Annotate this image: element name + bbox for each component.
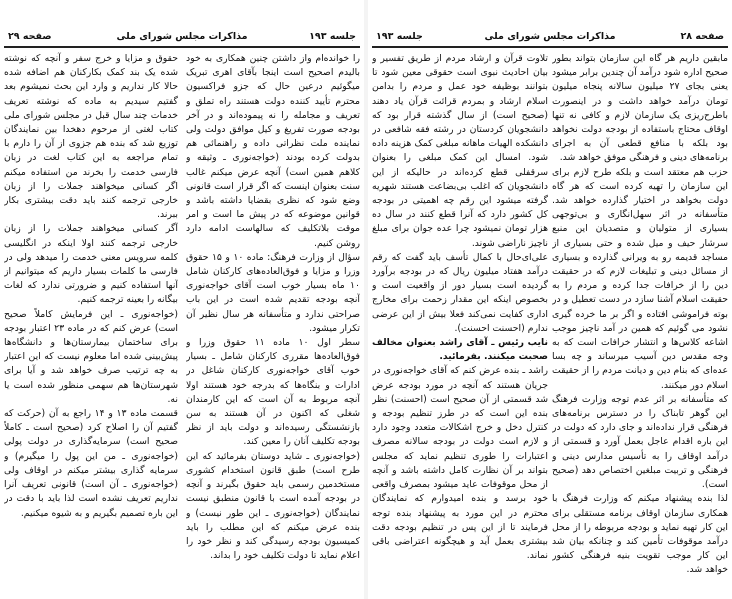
running-title: مذاکرات مجلس شورای ملی <box>116 31 248 42</box>
paragraph: که متأسفانه بر اثر عدم توجه وزارت فرهنگ این گوهر تابناک را در دسترس برنامه‌های فرهنگی قرار نداده‌اند و جای دارد که دولت در این باره اقدام عاجل بعمل آورد و قسمتی از درآمد اوقاف را به تأسیس مدارس دینی و فرهنگی و تربیت مبلغین اختصاص دهد (صحیح است). <box>552 393 728 491</box>
text-column-right <box>186 52 360 592</box>
header-rule <box>4 46 360 48</box>
paragraph: حزب هم معتقد است و بلکه طرح لازم برای این سازمان را تهیه کرده است که هر گاه دولت بخواهد در اختیار گذارده خواهد شد. متأسفانه در اثر سهل‌انگاری و بی‌توجهی بسیاری از متولیان و متصدیان این منبع سرشار حیف و میل شده و حتی بسیاری از مساجد قدیمه رو به ویرانی گذارده و بسیاری از مسائل دینی و تبلیغات لازم که در حقیقت دین را از خرافات جدا کرده و مردم را به حقیقت اسلام آشنا سازد در دست تعطیل و در بوته فراموشی افتاده و اگر بر ما خرده گیری نشود می گوئیم که همین در آمد ناچیز موجب اشاعه کلاس‌ها و انتشار خرافات است که به وجه مقدس دین آسیب میرساند و چه بسا عده‌ای که بنام دین و دیانت مردم را از حقیقت اسلام دور میکنند. <box>552 166 728 391</box>
paragraph: مابقین داریم هر گاه این سازمان بتواند بطور صحیح اداره شود درآمد آن چندین برابر میشود یعنی بجای ۲۷ میلیون سالانه پنجاه میلیون تومان درآمد خواهد داشت و در اینصورت باطرح‌ریزی یک سازمان لازم و کافی نه تنها اوقاف محتاج باستفاده از بودجه دولت نخواهد بود بلکه با منافع قطعی آن به اجرای برنامه‌های دینی و فرهنگی موفق خواهد شد. <box>552 53 728 164</box>
paragraph: تلاوت قرآن و ارشاد مردم از طریق تفسیر و بیان احادیث نبوی است حقوقی معین شود تا بتوانند بوظیفه خود عمل و مردم را بدامن اسلام ارشاد و بمردم قرائت قرآن یاد دهند (صحیح است) از سال گذشته قرار بود که دانشجویان کردستان در رشته فقه شافعی در دانشکده الهیات ماهانه مبلغی کمک هزینه داده شود. امسال این کمک مبلغی را بعنوان سرقفلی قطع کرده‌اند در حالیکه از این دانشجویان که اغلب بی‌بضاعت هستند شهریه گرفته میشود این رقم چه اهمیتی در بودجه کل کشور دارد که آنرا قطع کنند در سال ده هزار تومان نمیشود چرا عده جوان برای مبلغ ناچیز ناراضی شوند. <box>372 53 548 249</box>
session-number: جلسه ۱۹۳ <box>309 31 356 42</box>
page-number: صفحه ۲۸ <box>680 31 724 42</box>
paragraph: علی‌ای‌حال با کمال تأسف باید گفت که رقم درآمد هفتاد میلیون ریال که در بودجه برآورد گردیده است بسیار دور از واقعیت است و بخصوص اینکه این مقدار زحمت برای مخارج اداری کفایت نمی‌کند فعلا بیش از این عرضی ندارم (احسنت احسنت). <box>372 251 548 334</box>
text-column-right <box>552 52 728 592</box>
paragraph: (خواجه‌نوری ـ شاید دوستان بفرمائید که این طرح است) طبق قانون استخدام کشوری مستخدمین رسمی باید حقوق بگیرند و آنچه در بودجه آمده است با قانون منطبق نیست نمایندگان (خواجه‌نوری ـ این طور نیست) و بنده عرض میکنم که این مطلب را باید کمیسیون بودجه رسیدگی کند و نظر خود را اعلام نماید تا دولت تکلیف خود را بداند. <box>186 450 360 562</box>
paragraph: حقوق و مزایا و خرج سفر و آنچه که نوشته شده یک بند کمک بکارکنان هم اضافه شده حالا کار نداریم و وارد این بحث نمیشوم بعد گفتیم سیدیم به ماده که نوشته تعریف خدمات چند سال قبل در مجلس شورای ملی کتاب لغتی از مرحوم دهخدا بین نمایندگان توزیع شد که بنده هم جزوی از آن را دارم با تمام مراجعه به این کتاب لغت در زبان فارسی خدمت را بخرند من استفاده میکنم اگر کسانی میخواهند جملات را از زبان خارجی ترجمه کنند باید دقت بیشتری بکار ببرند. <box>4 53 178 221</box>
speaker-paragraph: نایب رئیس ـ آقای راشد بعنوان مخالف صحبت میکنند. بفرمائید. <box>372 337 548 363</box>
left-page <box>0 0 364 599</box>
page-header <box>4 31 360 45</box>
paragraph: (خواجه‌نوری ـ این فرمایش کاملاً صحیح است) عرض کنم که در ماده ۲۳ اعتبار بودجه برای ساختمان بیمارستان‌ها و دانشگاه‌ها پیش‌بینی شده اما معلوم نیست که این اعتبار به چه ترتیب صرف خواهد شد و آیا برای شهرستان‌ها هم سهمی منظور شده است یا نه. <box>4 308 178 405</box>
paragraph: قسمت ماده ۱۳ و ۱۴ راجع به آن (حرکت که گفتیم آن را اصلاح کرد (صحیح است ـ کاملاً صحیح است) سرمایه‌گذاری در دولت پولی (خواجه‌نوری ـ من این پول را میگیرم) و سرمایه گذاری بیشتر میکنم در اوقاف ولی (خواجه‌نوری ـ آن است) قانونی تعریف آنرا نداریم تعریف نشده است لذا باید با دقت در این باره تصمیم بگیریم و به شیوه میکنیم. <box>4 408 178 519</box>
page-header <box>372 31 728 45</box>
session-number: جلسه ۱۹۳ <box>376 31 423 42</box>
paragraph: آگر کسانی میخواهند جملات را از زبان خارجی ترجمه کنند اولا اینکه در انگلیسی کلمه سرویس معنی خدمت را میدهد ولی در فارسی ما کلمات بسیار داریم که میتوانیم از آنها استفاده کنیم و ضرورتی ندارد که لغات بیگانه را بعینه ترجمه کنیم. <box>4 223 178 306</box>
right-page <box>368 0 732 599</box>
paragraph: لذا بنده پیشنهاد میکنم که وزارت فرهنگ با همکاری سازمان اوقاف برنامه مستقلی برای این کار تهیه نماید و بودجه مربوطه را از محل درآمد موقوفات تأمین کند و چنانکه بیان شد این کار موجب تقویت بنیه فرهنگی کشور خواهد شد. <box>552 493 728 576</box>
header-rule <box>372 46 728 48</box>
page-number: صفحه ۲۹ <box>8 31 52 42</box>
paragraph: سؤال از وزارت فرهنگ: ماده ۱۰ و ۱۵ حقوق وزرا و مزایا و فوق‌العاده‌های کارکنان شامل ۱۰ ماه بسیار خوب است آقای خواجه‌نوری آنچه بودجه تقدیم شده است در این باب صراحتی ندارد و متأسفانه هر سال نظیر آن تکرار میشود. <box>186 251 360 334</box>
paragraph: را خوانده‌ام واز داشتن چنین همکاری به خود بالیدم اصحیح است اینجا بآقای اهری تبریک میگوئیم درعین حال که جزو فراکسیون محترم تأیید کننده دولت هستند راه تملق و تعریف و مجامله را نه پیموده‌اند و در آخر بودجه صورت تفریغ و کیل موافق دولت ولی نماینده ملت نظراتی داده و راهنمائی هم بدولت کرده بودند (خواجه‌نوری ـ وثیقه و کلاهم همین است) آنچه عرض میکنم غالب سنت بعنوان اینست که اگر قرار است قانونی وضع شود که نظری بقضایا داشته باشد و قوانین موضوعه که در پیش ما است و امر موقت بلاتکلیف که سالهاست ادامه دارد روشن کنیم. <box>186 53 360 249</box>
text-column-left <box>372 52 548 592</box>
paragraph: سطر اول ۱۰ ماده ۱۱ حقوق وزرا و فوق‌العاده‌ها مقرری کارکنان شامل ـ بسیار خوب آقای خواجه‌نوری کارکنان شاغل در ادارات و بنگاه‌ها که بدرجه خود هستند اولا آنچه مربوط به آن است که این کارمندان شغلی که اکنون در آن هستند به سن بازنشستگی رسیده‌اند و دولت باید از نظر بودجه تکلیف آنان را معین کند. <box>186 337 360 448</box>
paragraph: راشد ـ بنده عرض کنم که آقای خواجه‌نوری در جریان هستند که آنچه در مورد بودجه عرض شد قسمتی از آن صحیح است (احسنت) نظر بنده این است که در طرز تنظیم بودجه و کنترل دخل و خرج اشکالات متعدد وجود دارد و لازم است دولت در بودجه سالانه مصرف اعتبارات را طوری تنظیم نماید که مجلس بتواند بر آن نظارت کامل داشته باشد و آنچه از محل موقوفات عاید میشود بمصرف واقعی خود برسد و بنده امیدوارم که نمایندگان محترم در این مورد به پیشنهاد بنده توجه فرمایند تا از این پس در تنظیم بودجه دقت بیشتری بعمل آید و هیچگونه اعتراضی باقی نماند. <box>372 365 548 562</box>
running-title: مذاکرات مجلس شورای ملی <box>484 31 616 42</box>
text-column-left <box>4 52 178 592</box>
